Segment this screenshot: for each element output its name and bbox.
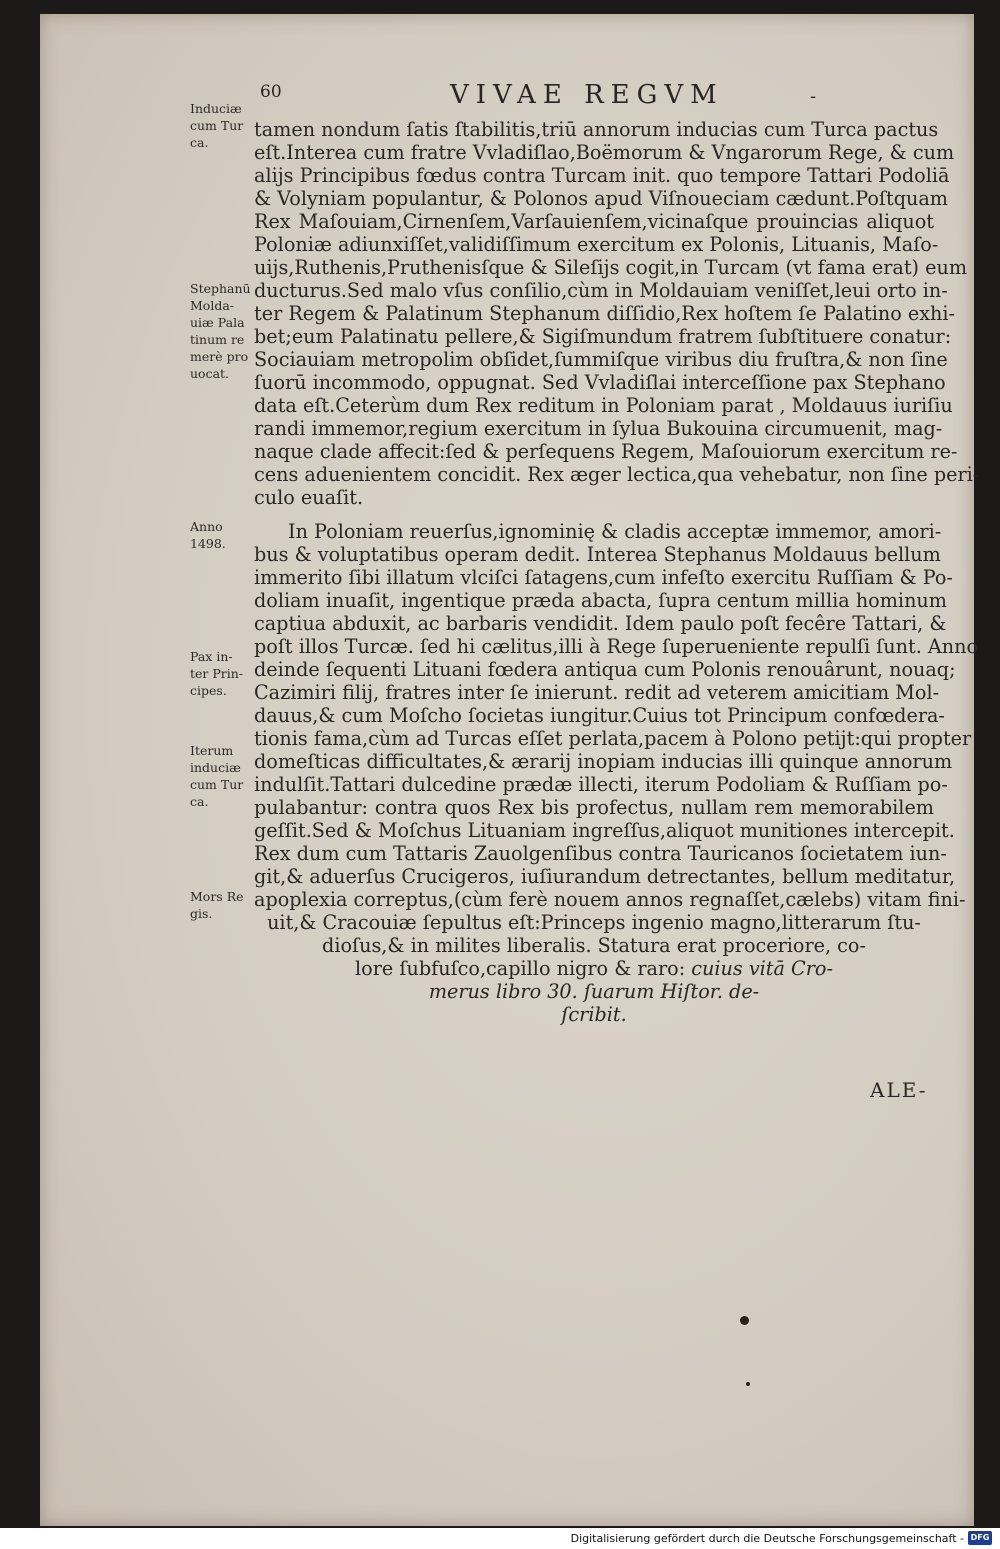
text-line: data eſt.Ceterùm dum Rex reditum in Poloniam parat , Moldauus iuriſiu (254, 394, 953, 417)
text-line: apoplexia correptus,(cùm ferè nouem annos regnaſſet,cælebs) vitam fini- (254, 888, 966, 911)
text-line: lore ſubfuſco,capillo nigro & raro: cuius vitā Cro- (355, 957, 833, 980)
ink-speck (740, 1316, 749, 1325)
page-number: 60 (260, 82, 282, 102)
text-line: pulabantur: contra quos Rex bis profectus, nullam rem memorabilem (254, 796, 934, 819)
text-line: Rex Maſouiam,Cirnenſem,Varſauienſem,vicinaſque prouincias aliquot (254, 210, 934, 233)
paragraph-1 (254, 118, 980, 509)
margin-note: Induciæ cum Tur ca. (190, 101, 244, 150)
dfg-logo-icon: DFG (968, 1531, 992, 1545)
paragraph-2 (254, 520, 979, 911)
text-line: ſuorū incommodo, oppugnat. Sed Vvladiſlai interceſſione pax Stephano (254, 371, 946, 394)
text-line: deinde ſequenti Lituani fœdera antiqua cum Polonis renouârunt, nouaq; (254, 658, 956, 681)
text-line: uijs,Ruthenis,Pruthenisſque & Sileſijs cogit,in Turcam (vt fama erat) eum (254, 256, 968, 279)
margin-note: Anno 1498. (190, 519, 226, 551)
running-head: VIVAE REGVM (450, 80, 724, 110)
text-line: indulſit.Tattari dulcedine prædæ illecti, iterum Podoliam & Ruſſiam po- (254, 773, 948, 796)
book-page (40, 14, 980, 1526)
text-line: In Poloniam reuerſus,ignominię & cladis acceptæ immemor, amori- (288, 520, 942, 543)
text-line: ſcribit. (561, 1003, 627, 1026)
text-line: ter Regem & Palatinum Stephanum diſſidio,Rex hoſtem ſe Palatino exhi- (254, 302, 956, 325)
text-line: Cazimiri filij, fratres inter ſe inierunt. redit ad veterem amicitiam Mol- (254, 681, 940, 704)
text-line: git,& aduerſus Crucigeros, iuſiurandum detrectantes, bellum meditatur, (254, 865, 956, 888)
text-line: eſt.Interea cum fratre Vvladiſlao,Boëmorum & Vngarorum Rege, & cum (254, 141, 955, 164)
text-line: tionis fama,cùm ad Turcas eſſet perlata,pacem à Polono petijt:qui propter (254, 727, 972, 750)
text-line: doliam inuaſit, ingentique præda abacta, ſupra centum millia hominum (254, 589, 947, 612)
text-line: cens aduenientem concidit. Rex æger lectica,qua vehebatur, non ſine peri- (254, 463, 980, 486)
text-line: Poloniæ adiunxiſſet,validiſſimum exercitum ex Polonis, Lituanis, Maſo- (254, 233, 939, 256)
margin-note: Mors Re gis. (190, 889, 244, 921)
closing-funnel (254, 911, 934, 1026)
ink-speck (746, 1382, 750, 1386)
text-line: merus libro 30. ſuarum Hiſtor. de- (428, 980, 760, 1003)
text-line: ducturus.Sed malo vſus conſilio,cùm in Moldauiam veniſſet,leui orto in- (254, 279, 948, 302)
margin-note: Iterum induciæ cum Tur ca. (190, 743, 244, 809)
text-line: uit,& Cracouiæ ſepultus eſt:Princeps ingenio magno,litterarum ſtu- (267, 911, 921, 934)
text-line: bus & voluptatibus operam dedit. Interea Stephanus Moldauus bellum (254, 543, 941, 566)
margin-note: Pax in- ter Prin- cipes. (190, 649, 244, 698)
running-head-dash: - (810, 86, 817, 107)
text-line: & Volyniam populantur, & Polonos apud Viſnoueciam cædunt.Poſtquam (254, 187, 948, 210)
text-line: tamen nondum ſatis ſtabilitis,triū annorum inducias cum Turca pactus (254, 118, 939, 141)
footer-credit: Digitalisierung gefördert durch die Deutsche Forschungsgemeinschaft - (570, 1532, 964, 1545)
margin-note: Stephanū Molda- uiæ Pala tinum re merè pro uocat. (190, 281, 251, 381)
text-line: Sociauiam metropolim obſidet,ſummiſque viribus diu fruſtra,& non ſine (254, 348, 948, 371)
text-line: captiua abduxit, ac barbaris vendidit. Idem paulo poſt fecêre Tattari, & (254, 612, 947, 635)
text-line: culo euaſit. (254, 486, 364, 509)
text-line: Rex dum cum Tattaris Zauolgenſibus contra Tauricanos ſocietatem iun- (254, 842, 947, 865)
text-line: dauus,& cum Moſcho ſocietas iungitur.Cuius tot Principum confœdera- (254, 704, 945, 727)
text-line: naque clade affecit:ſed & perſequens Regem, Maſouiorum exercitum re- (254, 440, 958, 463)
text-line: alijs Principibus fœdus contra Turcam init. quo tempore Tattari Podoliā (254, 164, 950, 187)
text-line: domeſticas difficultates,& ærarij inopiam inducias illi quinque annorum (254, 750, 953, 773)
digitization-footer (0, 1528, 1000, 1549)
catchword: ALE- (870, 1078, 928, 1102)
text-line: immerito ſibi illatum vlciſci ſatagens,cum infeſto exercitu Ruſſiam & Po- (254, 566, 953, 589)
text-line: randi immemor,regium exercitum in ſylua Bukouina circumuenit, mag- (254, 417, 943, 440)
text-line: bet;eum Palatinatu pellere,& Sigiſmundum fratrem ſubſtituere conatur: (254, 325, 952, 348)
text-line: geſſit.Sed & Moſchus Lituaniam ingreſſus,aliquot munitiones intercepit. (254, 819, 955, 842)
text-line: dioſus,& in milites liberalis. Statura erat proceriore, co- (322, 934, 866, 957)
text-line: poſt illos Turcæ. ſed hi cælitus,illi à Rege ſuperueniente repulſi ſunt. Anno (254, 635, 979, 658)
